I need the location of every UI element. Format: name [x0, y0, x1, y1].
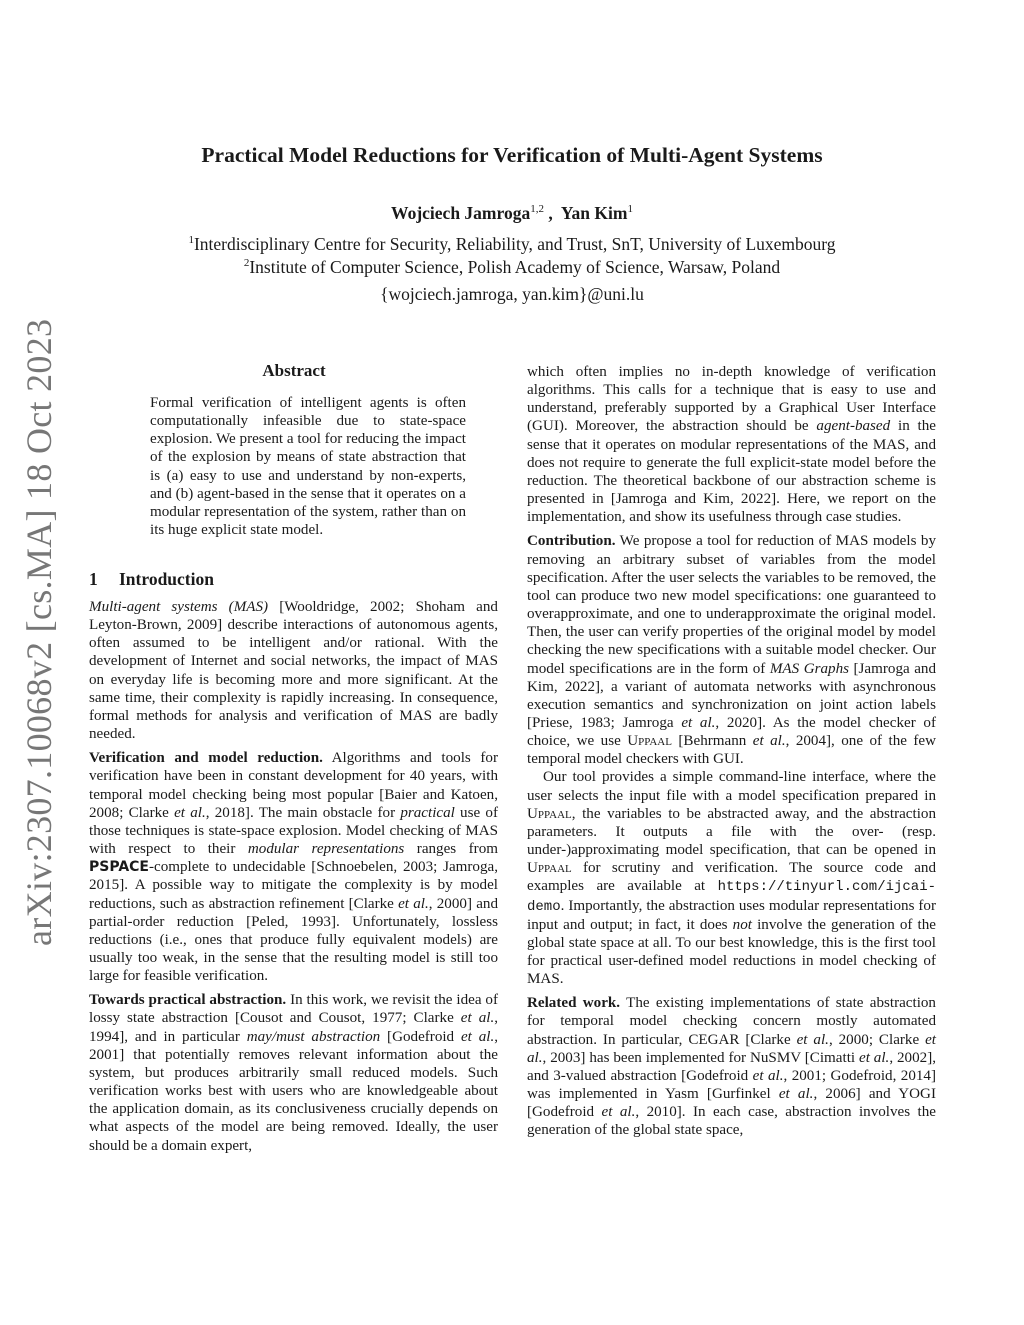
italic-text: et al. — [778, 1086, 814, 1103]
text-run: , 2000] and partial-order reduction [Peled, 1993]. Unfortunately, lossless reductions (i.e., ones that produce fully equivalent models) are usually too weak, in the sense that the resulting model is still too large for feasible verification. — [89, 895, 498, 985]
author-separator: , — [543, 203, 561, 223]
text-run: , the variables to be abstracted away, and the abstraction parameters. It outputs a file with the over- (resp. under-)approximating model specification, that can be opened in — [527, 805, 936, 859]
italic-text: et al. — [398, 895, 429, 912]
tool-name: Uppaal — [527, 805, 572, 822]
affiliation-mark: 1 — [188, 234, 194, 247]
text-run: , 2018]. The main obstacle for — [205, 804, 401, 821]
text-run: , 2010]. In each case, abstraction involves the generation of the global state space, — [527, 1104, 936, 1139]
arxiv-side-stamp: arXiv:2307.10068v2 [cs.MA] 18 Oct 2023 — [19, 318, 59, 946]
text-run: In this work, we revisit the idea of lossy state abstraction [Cousot and Cousot, 1977; Clarke — [89, 992, 499, 1027]
text-run: , 2003] has been implemented for NuSMV [Cimatti — [542, 1049, 859, 1066]
text-run: [Wooldridge, 2002; Shoham and Leyton-Brown, 2009] describe interactions of autonomous agents, often assumed to be intelligent and/or rational. With the development of Internet and social networks, the impact of MAS on everyday life is becoming more and more significant. At the same time, their complexity is rapidly increasing. In consequence, formal methods for analysis and verification of MAS are badly needed. — [89, 599, 498, 743]
italic-text: et al. — [796, 1031, 829, 1048]
affiliation-mark: 2 — [243, 257, 250, 270]
tool-name: Uppaal — [527, 860, 572, 877]
italic-text: MAS Graphs — [769, 660, 850, 677]
italic-text: et al. — [174, 804, 206, 821]
italic-text: et al. — [752, 733, 786, 750]
paper-title: Practical Model Reductions for Verification of Multi-Agent Systems — [201, 143, 823, 167]
text-run: Algorithms and tools for verification have been in constant development for 40 years, with temporal model checking being most popular [Baier and Katoen, 2008; Clarke — [89, 750, 498, 821]
author-affiliation-mark: 1,2 — [530, 203, 544, 216]
text-run: [Godefroid — [380, 1028, 461, 1045]
left-column — [89, 568, 498, 1155]
text-run: The existing implementations of state abstraction for temporal model checking concern mostly automated abstraction. In particular, CEGAR [Clarke — [527, 995, 936, 1048]
text-run: , 2004], one of the few temporal model checkers with GUI. — [527, 733, 937, 768]
italic-text: et al. — [460, 1010, 495, 1027]
text-run: [Behrmann — [671, 733, 753, 750]
paragraph — [89, 598, 498, 743]
text-run: which often implies no in-depth knowledge of verification algorithms. This calls for a technique that is easy to use and understand, preferably supported by a Graphical User Interface (GUI). Moreover, the abstraction should be — [527, 364, 936, 435]
author-affiliation-mark: 1 — [627, 203, 633, 216]
italic-text: et al. — [460, 1028, 495, 1045]
paragraph — [527, 768, 936, 988]
text-run: involve the generation of the global state space at all. To our best knowledge, this is the first tool for practical user-defined model reductions in model checking of MAS. — [527, 916, 936, 988]
section-title: Introduction — [119, 569, 214, 589]
paragraph — [527, 363, 936, 526]
url-text: https://tinyurl.com/ijcai-demo — [527, 879, 936, 915]
section-heading — [89, 568, 498, 590]
tool-name: Uppaal — [627, 733, 672, 750]
paragraph — [89, 749, 498, 985]
text-run: for scrutiny and verification. The source code and examples are available at — [527, 860, 936, 895]
author-line — [0, 203, 1024, 224]
text-run: [Jamroga and Kim, 2022], a variant of automata networks with asynchronous execution semantics and synchronization on joint action labels [Priese, 1983; Jamroga — [527, 660, 937, 731]
italic-text: et al. — [527, 1031, 936, 1066]
author-name: Yan Kim — [560, 203, 628, 223]
paragraph — [89, 991, 498, 1154]
text-run: , 2001] that potentially removes relevant information about the system, but produces arbitrarily small reduced models. Such verification works best with users who are knowledgeable about the application domain, as its conclusiveness crucially depends on what aspects of the model are being removed. Ideally, the user should be a domain expert, — [89, 1028, 499, 1154]
paragraph-heading: Verification and model reduction. — [89, 750, 323, 767]
text-run: ranges from — [404, 841, 498, 858]
italic-text: practical — [400, 804, 455, 821]
paragraph-heading: Towards practical abstraction. — [89, 992, 287, 1009]
abstract-body: Formal verification of intelligent agents is often computationally infeasible due to state-space explosion. We present a tool for reducing the impact of the explosion by means of state abstraction that is (a) easy to use and understand by non-experts, and (b) agent-based in the sense that it operates on a modular representation of the system, rather than on its huge explicit state model. — [150, 395, 466, 539]
text-run: We propose a tool for reduction of MAS models by removing an arbitrary subset of variables from the model specification. After the user selects the variables to be removed, the tool can produce two new model specifications: one guaranteed to overapproximate, and one to underapproximate the original model. Then, the user can verify properties of the original model by model checking the new specifications with a suitable model checker. Our model specifications are in the form of — [527, 533, 936, 677]
italic-text: modular representations — [247, 841, 405, 858]
email-line: {wojciech.jamroga, yan.kim}@uni.lu — [380, 284, 644, 304]
paragraph — [527, 994, 936, 1139]
paragraph-heading: Related work. — [527, 995, 621, 1012]
italic-text: agent-based — [816, 418, 891, 435]
text-run: , 2001; Godefroid, 2014] was implemented in Yasm [Gurfinkel — [527, 1067, 936, 1103]
affiliation-line — [0, 234, 1024, 255]
text-run: Our tool provides a simple command-line interface, where the user selects the input file with a model specification prepared in — [527, 769, 936, 804]
italic-text: not — [732, 916, 752, 933]
italic-text: may/must abstraction — [246, 1028, 381, 1045]
italic-text: Multi-agent systems (MAS) — [89, 599, 269, 615]
text-run: , 2000; Clarke — [828, 1031, 926, 1048]
affiliation-line — [0, 257, 1024, 278]
author-name: Wojciech Jamroga — [391, 203, 531, 223]
italic-text: et al. — [601, 1104, 636, 1121]
text-run: . Importantly, the abstraction uses modular representations for input and output; in fact, it does — [527, 897, 936, 933]
text-run: use of those techniques is state-space explosion. Model checking of MAS with respect to their — [89, 804, 498, 858]
italic-text: et al. — [681, 714, 716, 731]
abstract-heading: Abstract — [262, 361, 326, 380]
complexity-class: PSPACE — [89, 859, 149, 876]
text-run: in the sense that it operates on modular representations of the MAS, and does not require to generate the full explicit-state model before the reduction. The theoretical backbone of our abstraction scheme is presented in [Jamroga and Kim, 2022]. Here, we report on the implementation, and show its usefulness through case studies. — [527, 418, 937, 526]
affiliation-text: Interdisciplinary Centre for Security, Reliability, and Trust, SnT, University of Luxembourg — [193, 234, 836, 254]
italic-text: et al. — [752, 1067, 784, 1084]
text-run: , 2002], and 3-valued abstraction [Godefroid — [527, 1049, 936, 1084]
paragraph-heading: Contribution. — [527, 533, 616, 550]
text-run: -complete to undecidable [Schnoebelen, 2003; Jamroga, 2015]. A possible way to mitigate the complexity is by model reductions, such as abstraction refinement [Clarke — [89, 859, 498, 912]
affiliation-text: Institute of Computer Science, Polish Academy of Science, Warsaw, Poland — [249, 257, 781, 277]
text-run: , 1994], and in particular — [89, 1010, 498, 1045]
right-column — [527, 363, 936, 1140]
text-run: , 2006] and YOGI [Godefroid — [527, 1086, 936, 1121]
paragraph — [527, 532, 936, 768]
section-number: 1 — [89, 569, 98, 589]
italic-text: et al. — [859, 1049, 890, 1066]
text-run: , 2020]. As the model checker of choice, we use — [527, 714, 936, 750]
